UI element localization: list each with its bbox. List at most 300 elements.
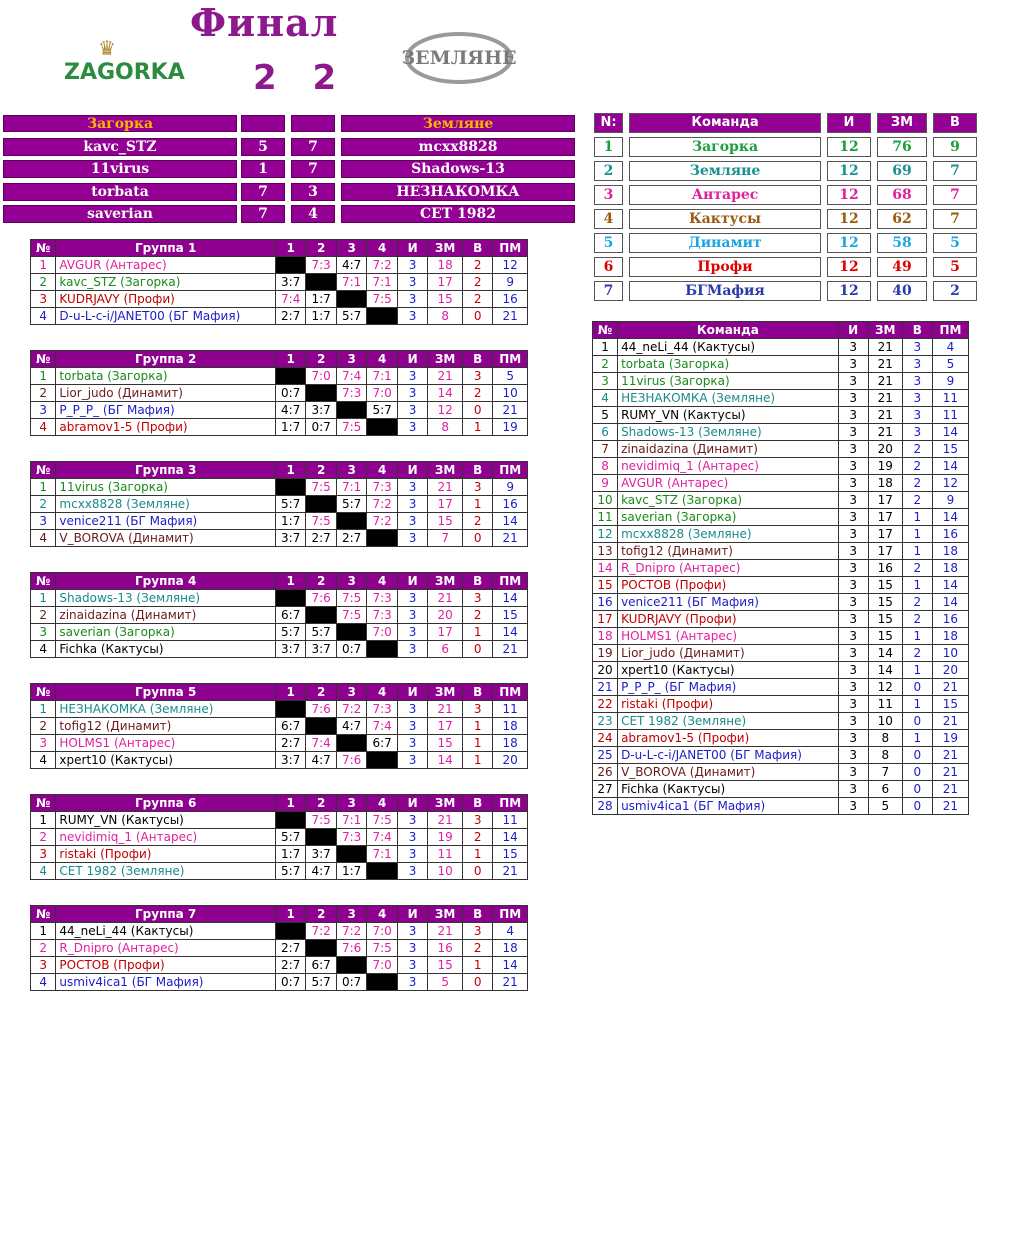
standings-row — [594, 137, 977, 157]
wins-count: 1 — [462, 419, 492, 436]
row-number: 23 — [593, 713, 618, 730]
games-count: 3 — [838, 713, 868, 730]
match-score-cell: 5:7 — [367, 402, 397, 419]
points-won: 15 — [868, 594, 902, 611]
points-won: 17 — [868, 509, 902, 526]
points-lost: 10 — [932, 645, 968, 662]
group-row — [31, 624, 528, 641]
self-match-cell — [367, 641, 397, 658]
pairing-left: 11virus — [3, 160, 237, 178]
points-won: 16 — [868, 560, 902, 577]
group-row — [31, 291, 528, 308]
standings-team: Загорка — [629, 137, 821, 157]
points-won: 14 — [868, 662, 902, 679]
match-score-cell: 7:6 — [336, 940, 366, 957]
wins-count: 3 — [902, 407, 932, 424]
player-name: mcxx8828 (Земляне) — [56, 496, 276, 513]
points-lost: 14 — [932, 424, 968, 441]
individual-header-pm: ПМ — [932, 322, 968, 339]
wins-count: 1 — [462, 718, 492, 735]
points-lost: 12 — [493, 257, 528, 274]
points-won: 15 — [428, 957, 463, 974]
row-number: 2 — [31, 718, 56, 735]
player-name: nevidimiq_1 (Антарес) — [618, 458, 839, 475]
wins-count: 0 — [462, 402, 492, 419]
row-number: 16 — [593, 594, 618, 611]
self-match-cell — [275, 257, 305, 274]
pairing-s2: 7 — [291, 138, 335, 156]
games-count: 3 — [838, 424, 868, 441]
match-score-cell: 7:5 — [336, 419, 366, 436]
individual-row — [593, 594, 969, 611]
games-count: 3 — [838, 594, 868, 611]
row-number: 1 — [31, 812, 56, 829]
self-match-cell — [336, 513, 366, 530]
group-row — [31, 419, 528, 436]
group-row — [31, 940, 528, 957]
player-name: saverian (Загорка) — [56, 624, 276, 641]
points-won: 21 — [428, 923, 463, 940]
individual-row — [593, 662, 969, 679]
self-match-cell — [275, 812, 305, 829]
pairing-header-blank — [291, 115, 335, 132]
points-won: 5 — [868, 798, 902, 815]
points-lost: 14 — [493, 624, 528, 641]
standings-v: 5 — [933, 257, 977, 277]
match-score-cell: 0:7 — [306, 419, 336, 436]
standings-row — [594, 233, 977, 253]
match-score-cell: 7:3 — [367, 479, 397, 496]
group-header-p1: 1 — [275, 573, 305, 590]
wins-count: 2 — [462, 940, 492, 957]
wins-count: 1 — [902, 696, 932, 713]
player-name: RUMY_VN (Кактусы) — [618, 407, 839, 424]
match-score-cell: 7:4 — [275, 291, 305, 308]
match-score-cell: 7:3 — [367, 701, 397, 718]
row-number: 2 — [31, 385, 56, 402]
games-count: 3 — [838, 679, 868, 696]
individual-header-n: № — [593, 322, 618, 339]
individual-header-team: Команда — [618, 322, 839, 339]
player-name: usmiv4ica1 (БГ Мафия) — [618, 798, 839, 815]
points-lost: 21 — [493, 530, 528, 547]
row-number: 13 — [593, 543, 618, 560]
match-score-cell: 7:5 — [306, 812, 336, 829]
wins-count: 3 — [902, 339, 932, 356]
group-row — [31, 974, 528, 991]
standings-n: 2 — [594, 161, 623, 181]
standings-i: 12 — [827, 209, 871, 229]
group-header-pm: ПМ — [493, 906, 528, 923]
pairing-left: saverian — [3, 205, 237, 223]
wins-count: 2 — [902, 441, 932, 458]
match-score-cell: 3:7 — [275, 641, 305, 658]
individual-header-row — [593, 322, 969, 339]
group-header-i: И — [397, 906, 427, 923]
wins-count: 1 — [902, 509, 932, 526]
points-lost: 19 — [932, 730, 968, 747]
self-match-cell — [275, 923, 305, 940]
group-row — [31, 718, 528, 735]
games-count: 3 — [397, 974, 427, 991]
points-lost: 18 — [493, 735, 528, 752]
games-count: 3 — [397, 923, 427, 940]
group-header-pm: ПМ — [493, 462, 528, 479]
row-number: 4 — [31, 419, 56, 436]
player-name: abramov1-5 (Профи) — [56, 419, 276, 436]
wins-count: 3 — [902, 390, 932, 407]
group-header-row — [31, 906, 528, 923]
group-header-title: Группа 1 — [56, 240, 276, 257]
group-row — [31, 641, 528, 658]
player-name: R_Dnipro (Антарес) — [56, 940, 276, 957]
pairing-s2: 7 — [291, 160, 335, 178]
points-won: 17 — [428, 718, 463, 735]
games-count: 3 — [838, 747, 868, 764]
self-match-cell — [336, 735, 366, 752]
group-header-i: И — [397, 573, 427, 590]
group-header-title: Группа 3 — [56, 462, 276, 479]
wins-count: 0 — [902, 747, 932, 764]
group-row — [31, 479, 528, 496]
match-score-cell: 7:1 — [367, 846, 397, 863]
points-lost: 19 — [493, 419, 528, 436]
points-lost: 21 — [932, 713, 968, 730]
wins-count: 2 — [462, 513, 492, 530]
group-header-pm: ПМ — [493, 684, 528, 701]
points-lost: 21 — [932, 679, 968, 696]
row-number: 2 — [31, 274, 56, 291]
player-name: СЕТ 1982 (Земляне) — [618, 713, 839, 730]
wins-count: 1 — [902, 526, 932, 543]
points-lost: 21 — [932, 764, 968, 781]
wins-count: 0 — [462, 530, 492, 547]
wins-count: 3 — [902, 356, 932, 373]
player-name: zinaidazina (Динамит) — [618, 441, 839, 458]
self-match-cell — [306, 274, 336, 291]
row-number: 3 — [31, 846, 56, 863]
wins-count: 1 — [902, 543, 932, 560]
points-won: 12 — [868, 679, 902, 696]
match-score-cell: 2:7 — [275, 957, 305, 974]
match-score-cell: 5:7 — [275, 863, 305, 880]
player-name: tofig12 (Динамит) — [56, 718, 276, 735]
group-row — [31, 513, 528, 530]
match-score-cell: 2:7 — [306, 530, 336, 547]
group-row — [31, 846, 528, 863]
individual-row — [593, 560, 969, 577]
individual-row — [593, 713, 969, 730]
group-row — [31, 923, 528, 940]
player-name: R_Dnipro (Антарес) — [618, 560, 839, 577]
individual-row — [593, 492, 969, 509]
player-name: kavc_STZ (Загорка) — [56, 274, 276, 291]
group-header-pm: ПМ — [493, 240, 528, 257]
points-lost: 5 — [932, 356, 968, 373]
individual-row — [593, 696, 969, 713]
points-won: 21 — [428, 812, 463, 829]
standings-header-v: В — [933, 113, 977, 133]
standings-header-team: Команда — [629, 113, 821, 133]
match-score-cell: 5:7 — [336, 496, 366, 513]
match-score-cell: 3:7 — [275, 752, 305, 769]
match-score-cell: 1:7 — [306, 308, 336, 325]
wins-count: 2 — [902, 611, 932, 628]
wins-count: 0 — [902, 764, 932, 781]
match-score-cell: 7:2 — [367, 513, 397, 530]
self-match-cell — [367, 752, 397, 769]
group-header-row — [31, 573, 528, 590]
match-score-cell: 3:7 — [275, 274, 305, 291]
wins-count: 0 — [462, 308, 492, 325]
player-name: НЕЗНАКОМКА (Земляне) — [618, 390, 839, 407]
wins-count: 3 — [462, 479, 492, 496]
standings-team: Динамит — [629, 233, 821, 253]
group-table — [30, 461, 528, 547]
pairing-s1: 7 — [241, 205, 285, 223]
group-row — [31, 701, 528, 718]
wins-count: 1 — [462, 735, 492, 752]
row-number: 1 — [31, 479, 56, 496]
self-match-cell — [367, 530, 397, 547]
standings-v: 7 — [933, 161, 977, 181]
group-header-p2: 2 — [306, 684, 336, 701]
group-row — [31, 957, 528, 974]
self-match-cell — [306, 829, 336, 846]
points-won: 17 — [868, 526, 902, 543]
row-number: 22 — [593, 696, 618, 713]
match-score-cell: 6:7 — [275, 607, 305, 624]
match-score: 2 2 — [253, 58, 337, 98]
row-number: 27 — [593, 781, 618, 798]
standings-v: 2 — [933, 281, 977, 301]
wins-count: 0 — [902, 713, 932, 730]
player-name: Shadows-13 (Земляне) — [56, 590, 276, 607]
group-header-title: Группа 5 — [56, 684, 276, 701]
group-header-i: И — [397, 462, 427, 479]
group-header-n: № — [31, 573, 56, 590]
games-count: 3 — [838, 628, 868, 645]
match-score-cell: 7:3 — [367, 590, 397, 607]
points-lost: 16 — [493, 496, 528, 513]
wins-count: 0 — [462, 641, 492, 658]
standings-n: 5 — [594, 233, 623, 253]
zagorka-logo-text: ZAGORKA — [64, 60, 185, 85]
zemlyane-logo — [400, 30, 518, 86]
pairing-s1: 5 — [241, 138, 285, 156]
player-name: zinaidazina (Динамит) — [56, 607, 276, 624]
games-count: 3 — [397, 496, 427, 513]
player-name: Fichka (Кактусы) — [56, 641, 276, 658]
group-header-v: В — [462, 684, 492, 701]
group-row — [31, 274, 528, 291]
player-name: 11virus (Загорка) — [618, 373, 839, 390]
points-lost: 21 — [932, 781, 968, 798]
match-score-cell: 2:7 — [336, 530, 366, 547]
standings-zm: 76 — [877, 137, 927, 157]
team-standings-table — [588, 109, 983, 305]
games-count: 3 — [838, 645, 868, 662]
points-won: 21 — [428, 368, 463, 385]
points-won: 10 — [868, 713, 902, 730]
self-match-cell — [275, 590, 305, 607]
games-count: 3 — [397, 718, 427, 735]
games-count: 3 — [397, 940, 427, 957]
individual-row — [593, 730, 969, 747]
group-header-title: Группа 7 — [56, 906, 276, 923]
match-score-cell: 5:7 — [275, 624, 305, 641]
games-count: 3 — [397, 257, 427, 274]
row-number: 28 — [593, 798, 618, 815]
standings-zm: 58 — [877, 233, 927, 253]
match-score-cell: 6:7 — [367, 735, 397, 752]
points-won: 14 — [428, 385, 463, 402]
games-count: 3 — [397, 274, 427, 291]
points-won: 21 — [428, 479, 463, 496]
pairing-header-blank — [241, 115, 285, 132]
self-match-cell — [306, 607, 336, 624]
wins-count: 0 — [902, 798, 932, 815]
games-count: 3 — [838, 441, 868, 458]
points-lost: 15 — [932, 696, 968, 713]
group-header-n: № — [31, 351, 56, 368]
match-score-cell: 7:5 — [367, 291, 397, 308]
self-match-cell — [336, 957, 366, 974]
standings-zm: 68 — [877, 185, 927, 205]
games-count: 3 — [838, 458, 868, 475]
games-count: 3 — [838, 781, 868, 798]
match-score-cell: 7:5 — [306, 513, 336, 530]
points-won: 17 — [428, 624, 463, 641]
points-lost: 9 — [932, 373, 968, 390]
player-name: AVGUR (Антарес) — [56, 257, 276, 274]
points-lost: 16 — [932, 526, 968, 543]
individual-row — [593, 611, 969, 628]
wins-count: 1 — [902, 628, 932, 645]
match-score-cell: 6:7 — [306, 957, 336, 974]
wins-count: 0 — [462, 863, 492, 880]
wins-count: 3 — [462, 590, 492, 607]
match-score-cell: 2:7 — [275, 308, 305, 325]
match-score-cell: 7:0 — [367, 385, 397, 402]
standings-team: Антарес — [629, 185, 821, 205]
games-count: 3 — [397, 479, 427, 496]
points-lost: 14 — [493, 957, 528, 974]
pairing-s1: 7 — [241, 183, 285, 201]
player-name: V_BOROVA (Динамит) — [56, 530, 276, 547]
games-count: 3 — [397, 291, 427, 308]
points-won: 17 — [868, 492, 902, 509]
individual-row — [593, 373, 969, 390]
row-number: 1 — [593, 339, 618, 356]
points-won: 6 — [868, 781, 902, 798]
player-name: venice211 (БГ Мафия) — [618, 594, 839, 611]
games-count: 3 — [397, 812, 427, 829]
points-lost: 18 — [932, 543, 968, 560]
points-won: 21 — [428, 590, 463, 607]
points-lost: 16 — [932, 611, 968, 628]
points-won: 8 — [868, 730, 902, 747]
wins-count: 1 — [462, 752, 492, 769]
individual-row — [593, 577, 969, 594]
points-lost: 16 — [493, 291, 528, 308]
match-score-cell: 4:7 — [336, 257, 366, 274]
games-count: 3 — [838, 339, 868, 356]
individual-row — [593, 441, 969, 458]
games-count: 3 — [397, 385, 427, 402]
group-header-p3: 3 — [336, 240, 366, 257]
match-score-cell: 7:4 — [306, 735, 336, 752]
self-match-cell — [367, 863, 397, 880]
self-match-cell — [306, 718, 336, 735]
wins-count: 2 — [462, 291, 492, 308]
match-score-cell: 7:3 — [306, 257, 336, 274]
points-lost: 18 — [932, 628, 968, 645]
pairing-right: mcxx8828 — [341, 138, 575, 156]
points-won: 10 — [428, 863, 463, 880]
player-name: ristaki (Профи) — [56, 846, 276, 863]
match-score-cell: 4:7 — [275, 402, 305, 419]
pairing-s1: 1 — [241, 160, 285, 178]
player-name: mcxx8828 (Земляне) — [618, 526, 839, 543]
wins-count: 3 — [902, 424, 932, 441]
individual-row — [593, 458, 969, 475]
individual-row — [593, 390, 969, 407]
row-number: 1 — [31, 701, 56, 718]
pairing-right: НЕЗНАКОМКА — [341, 183, 575, 201]
group-table — [30, 239, 528, 325]
group-header-zm: ЗМ — [428, 906, 463, 923]
games-count: 3 — [838, 475, 868, 492]
group-row — [31, 735, 528, 752]
points-lost: 20 — [932, 662, 968, 679]
wins-count: 0 — [462, 974, 492, 991]
group-header-p4: 4 — [367, 351, 397, 368]
individual-standings-table — [592, 321, 969, 815]
games-count: 3 — [838, 764, 868, 781]
wins-count: 2 — [462, 385, 492, 402]
games-count: 3 — [397, 846, 427, 863]
points-won: 21 — [868, 407, 902, 424]
group-header-v: В — [462, 795, 492, 812]
points-lost: 12 — [932, 475, 968, 492]
match-score-cell: 1:7 — [275, 846, 305, 863]
group-header-title: Группа 6 — [56, 795, 276, 812]
player-name: V_BOROVA (Динамит) — [618, 764, 839, 781]
points-lost: 18 — [932, 560, 968, 577]
points-won: 16 — [428, 940, 463, 957]
match-score-cell: 6:7 — [275, 718, 305, 735]
group-header-p1: 1 — [275, 351, 305, 368]
standings-v: 7 — [933, 185, 977, 205]
player-name: Fichka (Кактусы) — [618, 781, 839, 798]
self-match-cell — [275, 479, 305, 496]
games-count: 3 — [838, 577, 868, 594]
row-number: 11 — [593, 509, 618, 526]
games-count: 3 — [397, 957, 427, 974]
match-score-cell: 5:7 — [336, 308, 366, 325]
group-header-v: В — [462, 573, 492, 590]
individual-header-i: И — [838, 322, 868, 339]
group-header-n: № — [31, 684, 56, 701]
player-name: venice211 (БГ Мафия) — [56, 513, 276, 530]
row-number: 3 — [31, 402, 56, 419]
wins-count: 2 — [902, 594, 932, 611]
standings-n: 3 — [594, 185, 623, 205]
match-score-cell: 1:7 — [275, 513, 305, 530]
match-score-cell: 1:7 — [336, 863, 366, 880]
pairing-s2: 3 — [291, 183, 335, 201]
